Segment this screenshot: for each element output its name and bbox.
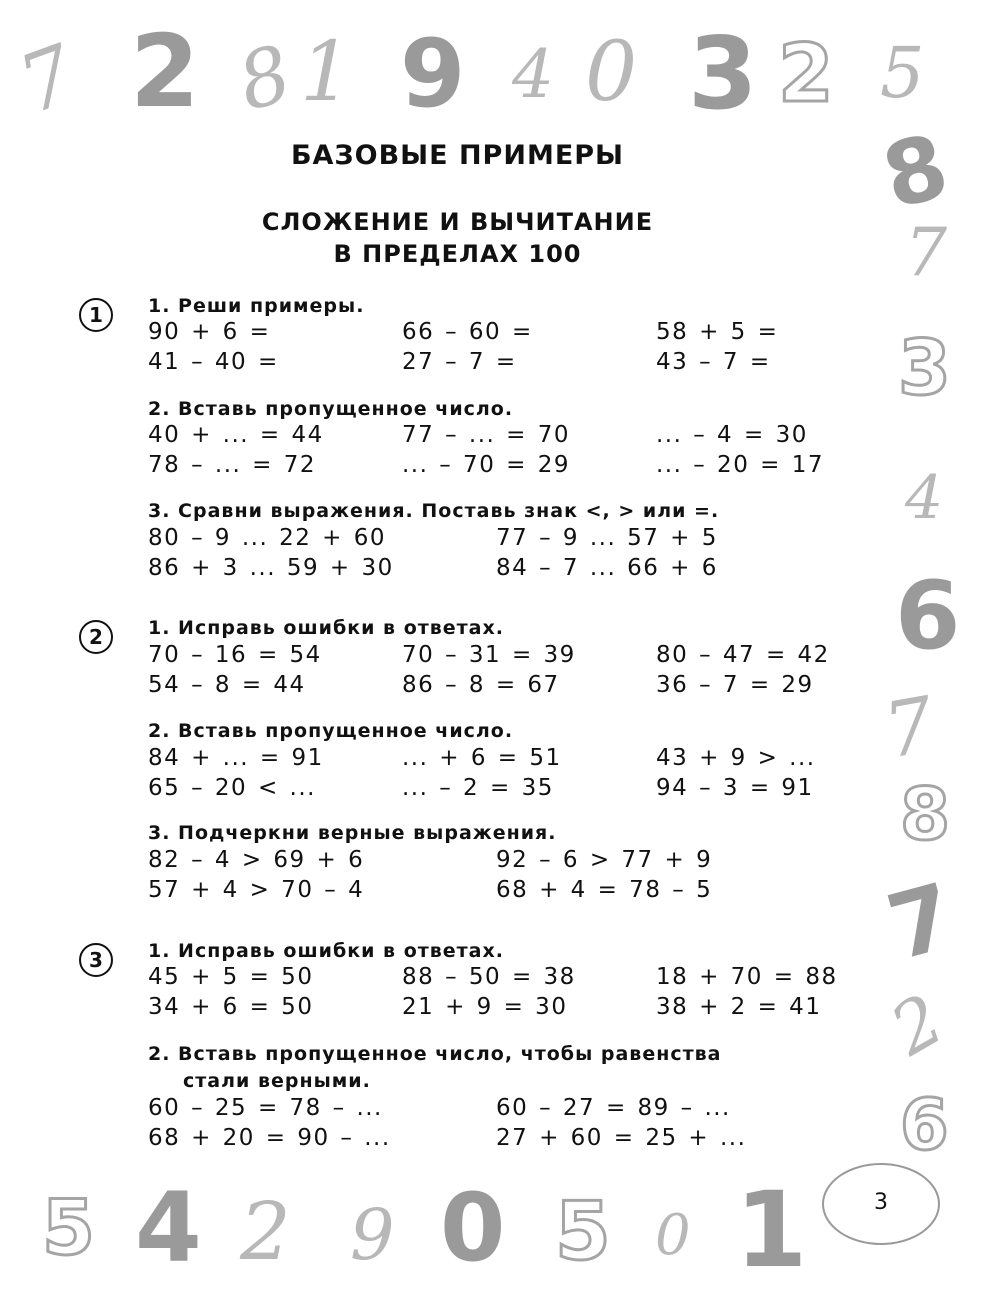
decor-digit: 0 xyxy=(655,1203,691,1268)
equation: 21 + 9 = 30 xyxy=(402,994,568,1020)
section-number-badge: 3 xyxy=(79,943,113,977)
task-heading: 2. Вставь пропущенное число. xyxy=(148,398,514,420)
decor-digit: 7 xyxy=(905,214,947,291)
equation: 43 + 9 > ... xyxy=(656,745,816,771)
decor-digit: 4 xyxy=(135,1172,202,1284)
page-title: БАЗОВЫЕ ПРИМЕРЫ xyxy=(290,140,625,171)
decor-digit: 8 xyxy=(229,29,301,129)
decor-digit: 7 xyxy=(877,679,941,776)
decor-digit: 9 xyxy=(400,20,466,129)
decor-digit: 5 xyxy=(555,1185,611,1278)
equation: 70 – 16 = 54 xyxy=(148,642,322,668)
task-heading-continuation: стали верными. xyxy=(183,1070,371,1092)
decor-digit: 9 xyxy=(350,1194,395,1276)
equation: 77 – 9 ... 57 + 5 xyxy=(496,525,718,551)
equation: 36 – 7 = 29 xyxy=(656,672,814,698)
equation: ... – 2 = 35 xyxy=(402,775,554,801)
decor-digit: 7 xyxy=(7,27,88,132)
equation: 40 + ... = 44 xyxy=(148,422,324,448)
decor-digit: 1 xyxy=(300,25,353,120)
equation: 68 + 4 = 78 – 5 xyxy=(496,877,713,903)
equation: 45 + 5 = 50 xyxy=(148,964,314,990)
equation: 57 + 4 > 70 – 4 xyxy=(148,877,365,903)
equation: ... – 20 = 17 xyxy=(656,452,824,478)
decor-digit: 6 xyxy=(900,1084,949,1166)
decor-digit: 0 xyxy=(585,25,638,120)
equation: 90 + 6 = xyxy=(148,319,271,345)
equation: 38 + 2 = 41 xyxy=(656,994,822,1020)
equation: 41 – 40 = xyxy=(148,349,279,375)
decor-digit: 3 xyxy=(688,15,758,132)
subtitle-line: В ПРЕДЕЛАХ 100 xyxy=(333,240,582,268)
equation: 84 + ... = 91 xyxy=(148,745,324,771)
task-heading: 3. Подчеркни верные выражения. xyxy=(148,822,557,844)
equation: 84 – 7 ... 66 + 6 xyxy=(496,555,718,581)
equation: 80 – 9 ... 22 + 60 xyxy=(148,525,387,551)
decor-digit: 8 xyxy=(900,772,951,856)
equation: ... – 70 = 29 xyxy=(402,452,570,478)
task-heading: 1. Исправь ошибки в ответах. xyxy=(148,617,504,639)
equation: 27 + 60 = 25 + ... xyxy=(496,1125,747,1151)
page-subtitle xyxy=(0,206,915,270)
equation: ... + 6 = 51 xyxy=(402,745,562,771)
equation: 34 + 6 = 50 xyxy=(148,994,314,1020)
decor-digit: 2 xyxy=(778,27,834,120)
equation: ... – 4 = 30 xyxy=(656,422,808,448)
decor-digit: 4 xyxy=(905,463,944,533)
equation: 80 – 47 = 42 xyxy=(656,642,830,668)
equation: 94 – 3 = 91 xyxy=(656,775,814,801)
equation: 86 – 8 = 67 xyxy=(402,672,560,698)
equation: 60 – 27 = 89 – ... xyxy=(496,1095,731,1121)
decor-digit: 7 xyxy=(877,863,966,982)
subtitle-line: СЛОЖЕНИЕ И ВЫЧИТАНИЕ xyxy=(261,208,654,236)
decor-digit: 0 xyxy=(440,1174,506,1283)
equation: 88 – 50 = 38 xyxy=(402,964,576,990)
equation: 27 – 7 = xyxy=(402,349,517,375)
equation: 18 + 70 = 88 xyxy=(656,964,838,990)
equation: 60 – 25 = 78 – ... xyxy=(148,1095,383,1121)
decor-digit: 2 xyxy=(877,978,958,1072)
equation: 78 – ... = 72 xyxy=(148,452,316,478)
page-number: 3 xyxy=(874,1190,888,1215)
decor-digit: 4 xyxy=(512,36,554,113)
equation: 58 + 5 = xyxy=(656,319,779,345)
equation: 68 + 20 = 90 – ... xyxy=(148,1125,391,1151)
task-heading: 2. Вставь пропущенное число. xyxy=(148,720,514,742)
section-number-badge: 2 xyxy=(79,620,113,654)
decor-digit: 3 xyxy=(898,323,951,412)
equation: 70 – 31 = 39 xyxy=(402,642,576,668)
task-heading: 1. Реши примеры. xyxy=(148,295,365,317)
task-heading: 1. Исправь ошибки в ответах. xyxy=(148,940,504,962)
equation: 66 – 60 = xyxy=(402,319,533,345)
equation: 65 – 20 < ... xyxy=(148,775,316,801)
equation: 43 – 7 = xyxy=(656,349,771,375)
decor-digit: 1 xyxy=(735,1169,808,1291)
equation: 92 – 6 > 77 + 9 xyxy=(496,847,713,873)
decor-digit: 2 xyxy=(130,13,200,130)
equation: 86 + 3 ... 59 + 30 xyxy=(148,555,394,581)
equation: 82 – 4 > 69 + 6 xyxy=(148,847,365,873)
decor-digit: 5 xyxy=(42,1183,95,1272)
section-number-badge: 1 xyxy=(79,298,113,332)
equation: 77 – ... = 70 xyxy=(402,422,570,448)
decor-digit: 8 xyxy=(872,113,959,230)
task-heading: 3. Сравни выражения. Поставь знак <, > или =. xyxy=(148,500,720,522)
decor-digit: 5 xyxy=(880,32,925,114)
decor-digit: 2 xyxy=(240,1185,291,1278)
equation: 54 – 8 = 44 xyxy=(148,672,306,698)
decor-digit: 6 xyxy=(895,562,961,671)
task-heading: 2. Вставь пропущенное число, чтобы равенства xyxy=(148,1043,722,1065)
